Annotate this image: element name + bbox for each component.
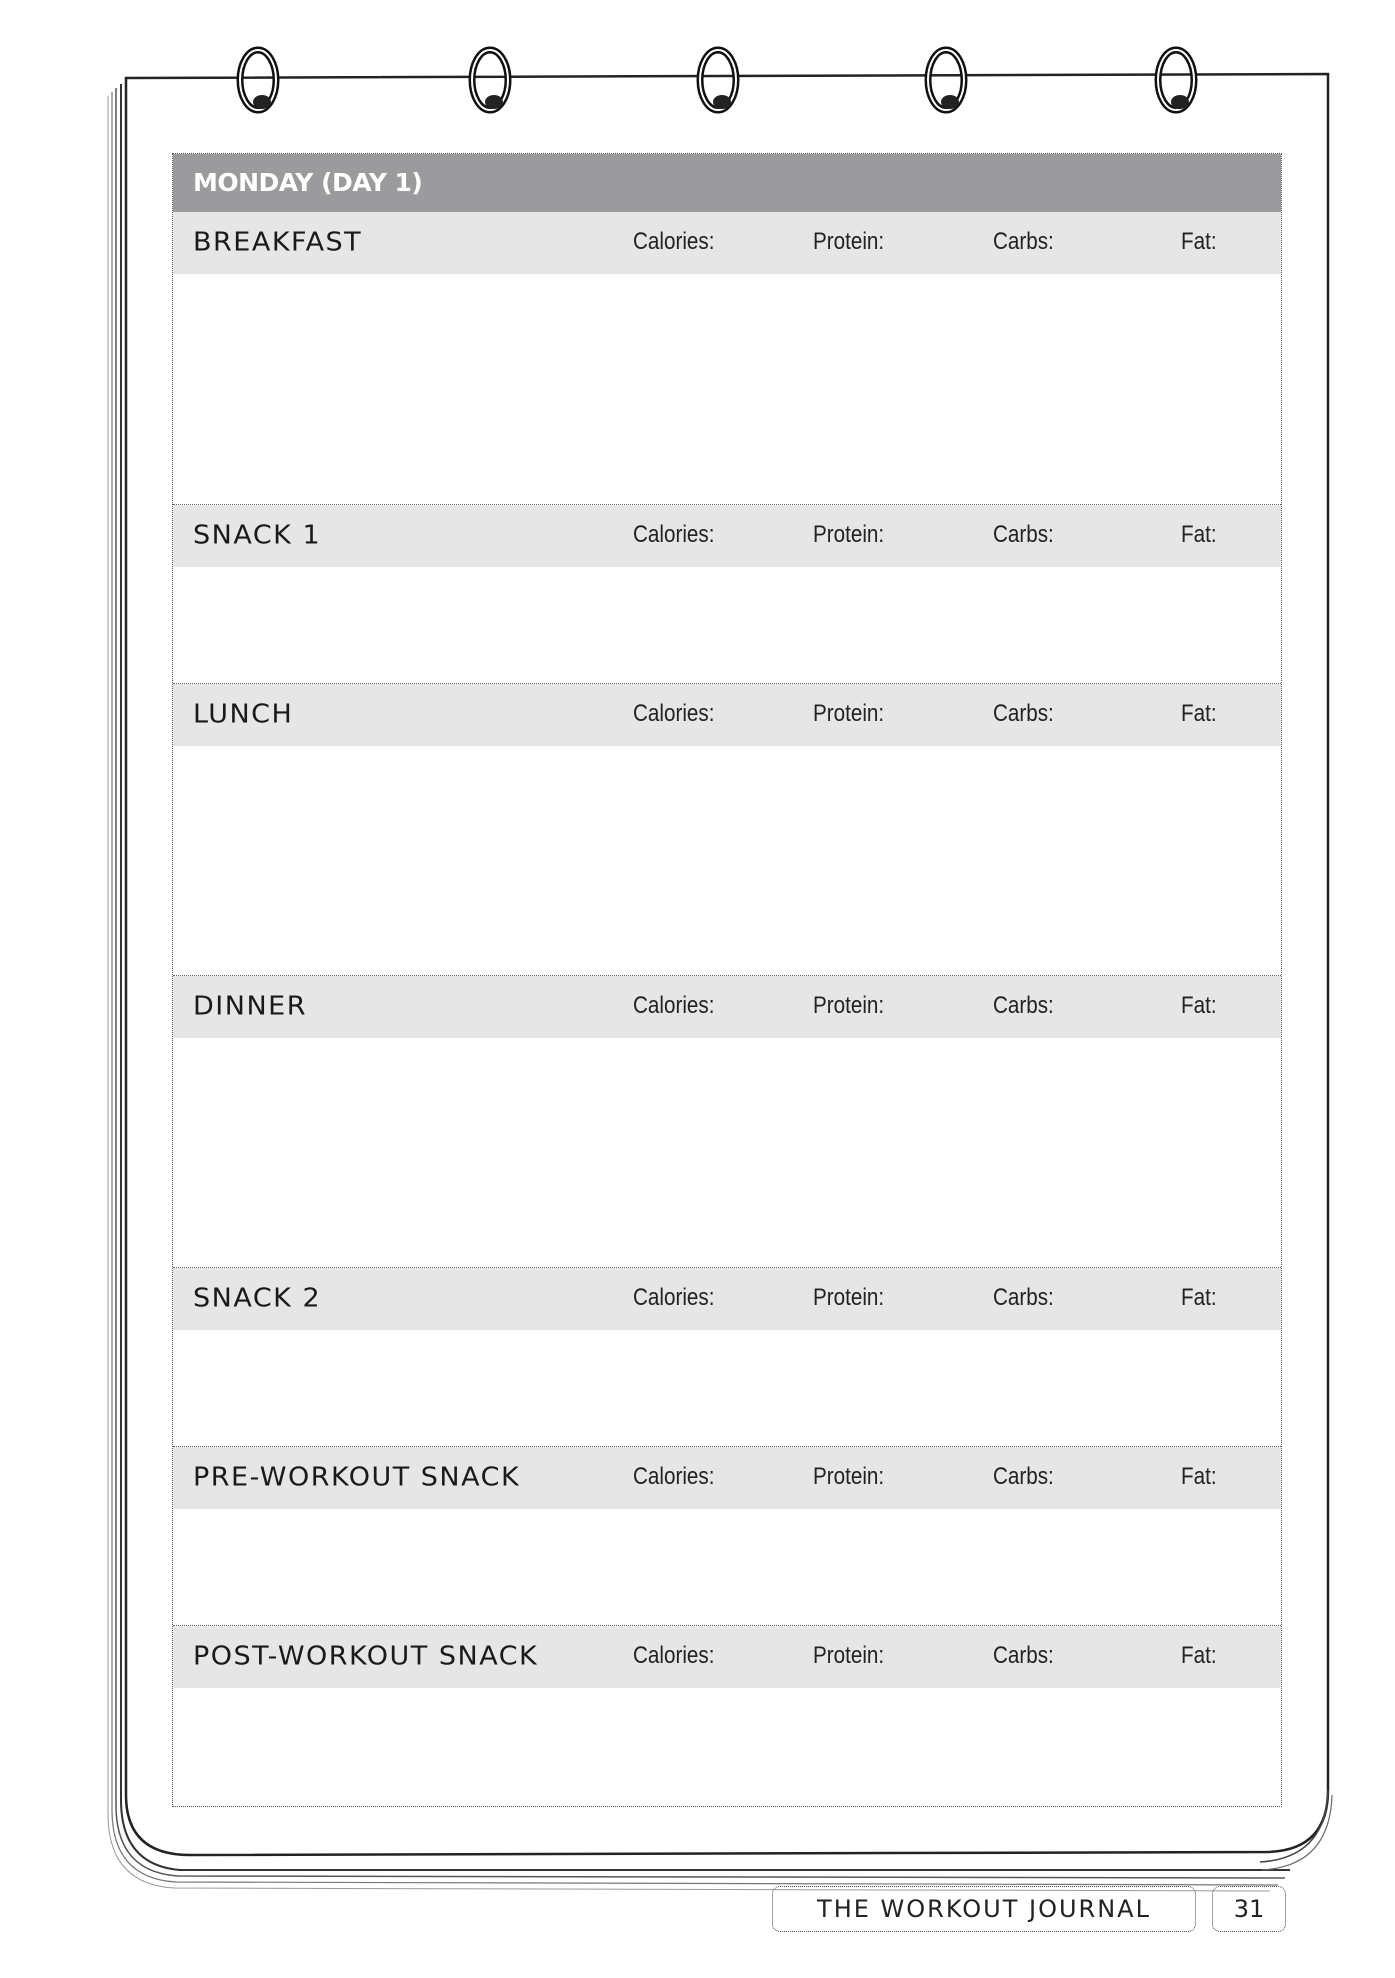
meal-title: BREAKFAST	[193, 227, 363, 258]
meal-title: POST-WORKOUT SNACK	[193, 1641, 539, 1672]
meal-bar	[173, 505, 1281, 567]
calories-label: Calories:	[633, 228, 715, 255]
carbs-label: Carbs:	[993, 1284, 1054, 1311]
meal-section-post-workout-snack	[173, 1625, 1281, 1805]
meal-title: DINNER	[193, 991, 307, 1022]
fat-label: Fat:	[1181, 1642, 1217, 1669]
meal-entry-area[interactable]	[173, 1688, 1281, 1805]
spiral-ring-icon	[700, 50, 736, 110]
protein-label: Protein:	[813, 228, 885, 255]
calories-label: Calories:	[633, 992, 715, 1019]
day-header: MONDAY (DAY 1)	[173, 154, 1281, 212]
protein-label: Protein:	[813, 1463, 885, 1490]
protein-label: Protein:	[813, 992, 885, 1019]
meal-entry-area[interactable]	[173, 1330, 1281, 1446]
spiral-rings	[0, 0, 1395, 140]
carbs-label: Carbs:	[993, 1463, 1054, 1490]
meal-bar	[173, 1626, 1281, 1688]
fat-label: Fat:	[1181, 992, 1217, 1019]
carbs-label: Carbs:	[993, 700, 1054, 727]
meal-bar	[173, 212, 1281, 274]
footer-journal-title: THE WORKOUT JOURNAL	[772, 1886, 1196, 1932]
carbs-label: Carbs:	[993, 1642, 1054, 1669]
meal-bar	[173, 976, 1281, 1038]
meal-section-breakfast	[173, 212, 1281, 504]
carbs-label: Carbs:	[993, 228, 1054, 255]
calories-label: Calories:	[633, 1463, 715, 1490]
fat-label: Fat:	[1181, 228, 1217, 255]
meal-section-dinner	[173, 975, 1281, 1267]
meal-entry-area[interactable]	[173, 746, 1281, 975]
meal-title: SNACK 2	[193, 1283, 322, 1314]
spiral-ring-icon	[240, 50, 276, 110]
protein-label: Protein:	[813, 700, 885, 727]
carbs-label: Carbs:	[993, 521, 1054, 548]
page-number: 31	[1212, 1886, 1286, 1932]
meal-entry-area[interactable]	[173, 274, 1281, 504]
meal-entry-area[interactable]	[173, 1509, 1281, 1625]
meal-title: SNACK 1	[193, 520, 322, 551]
spiral-ring-icon	[1158, 50, 1194, 110]
protein-label: Protein:	[813, 521, 885, 548]
meal-title: PRE-WORKOUT SNACK	[193, 1462, 521, 1493]
fat-label: Fat:	[1181, 521, 1217, 548]
fat-label: Fat:	[1181, 1463, 1217, 1490]
protein-label: Protein:	[813, 1284, 885, 1311]
calories-label: Calories:	[633, 1642, 715, 1669]
meal-section-snack-1	[173, 504, 1281, 683]
protein-label: Protein:	[813, 1642, 885, 1669]
meal-bar	[173, 684, 1281, 746]
fat-label: Fat:	[1181, 1284, 1217, 1311]
spiral-ring-icon	[472, 50, 508, 110]
meal-section-lunch	[173, 683, 1281, 975]
meal-title: LUNCH	[193, 699, 294, 730]
meal-section-pre-workout-snack	[173, 1446, 1281, 1625]
calories-label: Calories:	[633, 700, 715, 727]
spiral-ring-icon	[928, 50, 964, 110]
meal-section-snack-2	[173, 1267, 1281, 1446]
fat-label: Fat:	[1181, 700, 1217, 727]
calories-label: Calories:	[633, 521, 715, 548]
carbs-label: Carbs:	[993, 992, 1054, 1019]
meal-entry-area[interactable]	[173, 567, 1281, 683]
calories-label: Calories:	[633, 1284, 715, 1311]
meal-log-sheet	[172, 153, 1282, 1807]
meal-bar	[173, 1268, 1281, 1330]
meal-entry-area[interactable]	[173, 1038, 1281, 1267]
meal-bar	[173, 1447, 1281, 1509]
